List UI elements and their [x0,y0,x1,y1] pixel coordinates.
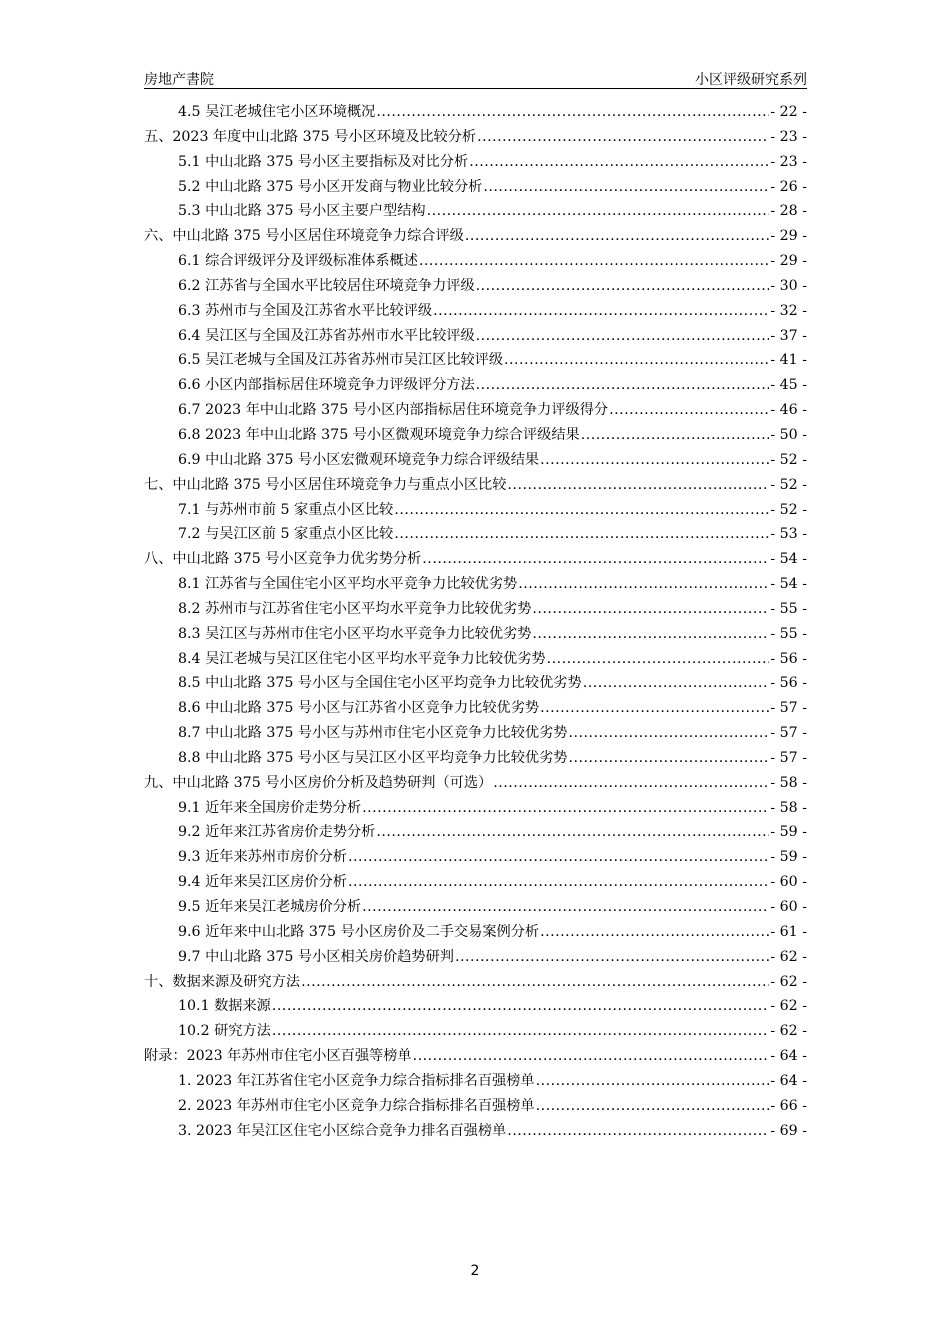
toc-entry-title: 4.5 吴江老城住宅小区环境概况 [178,104,376,120]
toc-entry[interactable] [144,572,807,597]
toc-entry-title: 8.7 中山北路 375 号小区与苏州市住宅小区竞争力比较优劣势 [178,725,568,742]
toc-leader-dots [583,671,770,696]
toc-entry-page: - 69 - [770,1122,807,1139]
toc-leader-dots [394,522,769,547]
toc-entry-title: 9.7 中山北路 375 号小区相关房价趋势研判 [178,948,454,965]
toc-entry-page: - 54 - [770,551,807,568]
toc-entry-title: 5.1 中山北路 375 号小区主要指标及对比分析 [178,153,469,170]
page-header [144,68,807,89]
toc-entry[interactable] [144,175,807,200]
toc-entry-title: 9.5 近年来吴江老城房价分析 [178,899,362,915]
toc-leader-dots [518,572,769,597]
toc-entry-page: - 64 - [770,1048,807,1065]
toc-entry-page: - 64 - [770,1072,807,1089]
toc-entry[interactable] [144,274,807,299]
toc-leader-dots [394,498,769,523]
toc-entry-title: 8.1 江苏省与全国住宅小区平均水平竞争力比较优劣势 [178,576,518,593]
toc-entry[interactable] [144,373,807,398]
toc-entry-title: 8.3 吴江区与苏州市住宅小区平均水平竞争力比较优劣势 [178,625,532,642]
toc-leader-dots [301,970,769,995]
toc-leader-dots [547,647,770,672]
toc-entry[interactable] [144,970,807,995]
toc-leader-dots [362,796,769,821]
toc-entry-page: - 37 - [770,327,807,344]
toc-entry-title: 6.9 中山北路 375 号小区宏微观环境竞争力综合评级结果 [178,451,540,468]
toc-entry[interactable] [144,150,807,175]
toc-leader-dots [476,324,770,349]
toc-leader-dots [569,746,770,771]
toc-entry[interactable] [144,224,807,249]
toc-entry-title: 6.4 吴江区与全国及江苏省苏州市水平比较评级 [178,327,475,344]
toc-entry-page: - 62 - [770,948,807,965]
toc-entry-page: - 59 - [770,824,807,841]
toc-entry-title: 6.7 2023 年中山北路 375 号小区内部指标居住环境竞争力评级得分 [178,402,609,419]
toc-entry-title: 8.5 中山北路 375 号小区与全国住宅小区平均竞争力比较优劣势 [178,675,582,692]
toc-entry-page: - 60 - [770,874,807,891]
toc-entry[interactable] [144,647,807,672]
toc-entry-title: 3. 2023 年吴江区住宅小区综合竞争力排名百强榜单 [178,1122,507,1139]
toc-entry[interactable] [144,746,807,771]
toc-entry[interactable] [144,1044,807,1069]
toc-entry-title: 6.1 综合评级评分及评级标准体系概述 [178,253,418,270]
toc-entry-title: 9.3 近年来苏州市房价分析 [178,849,347,866]
toc-entry-page: - 56 - [770,675,807,692]
toc-entry-page: - 52 - [770,476,807,493]
toc-entry-page: - 23 - [770,153,807,170]
toc-entry[interactable] [144,671,807,696]
toc-entry-title: 1. 2023 年江苏省住宅小区竞争力综合指标排名百强榜单 [178,1072,535,1089]
toc-entry-page: - 62 - [770,973,807,990]
toc-leader-dots [476,274,770,299]
header-right-title: 小区评级研究系列 [695,72,807,88]
toc-leader-dots [540,920,769,945]
toc-leader-dots [532,622,769,647]
toc-entry-title: 9.1 近年来全国房价走势分析 [178,799,362,816]
toc-entry-page: - 45 - [770,377,807,394]
toc-entry-title: 6.2 江苏省与全国水平比较居住环境竞争力评级 [178,277,475,294]
toc-entry-page: - 53 - [770,526,807,543]
toc-entry-title: 10.2 研究方法 [178,1023,271,1040]
toc-entry-page: - 55 - [770,625,807,642]
toc-leader-dots [477,125,769,150]
toc-entry-page: - 52 - [770,501,807,518]
toc-entry[interactable] [144,473,807,498]
toc-entry-title: 10.1 数据来源 [178,998,271,1015]
toc-leader-dots [476,373,770,398]
toc-leader-dots [348,870,769,895]
toc-leader-dots [536,1069,770,1094]
toc-entry-title: 8.8 中山北路 375 号小区与吴江区小区平均竞争力比较优劣势 [178,749,568,766]
toc-entry-page: - 29 - [770,228,807,245]
toc-entry-title: 5.3 中山北路 375 号小区主要户型结构 [178,203,426,220]
toc-leader-dots [540,448,769,473]
toc-entry[interactable] [144,994,807,1019]
toc-entry[interactable] [144,920,807,945]
toc-entry-page: - 23 - [770,128,807,145]
toc-entry-title: 十、数据来源及研究方法 [144,973,301,990]
toc-entry-title: 七、中山北路 375 号小区居住环境竞争力与重点小区比较 [144,476,507,493]
toc-entry-page: - 46 - [770,402,807,419]
toc-entry-page: - 66 - [770,1097,807,1114]
toc-entry[interactable] [144,597,807,622]
toc-entry[interactable] [144,1119,807,1144]
toc-leader-dots [272,994,769,1019]
toc-entry[interactable] [144,348,807,373]
toc-leader-dots [609,398,769,423]
toc-entry-title: 5.2 中山北路 375 号小区开发商与物业比较分析 [178,178,483,195]
toc-entry[interactable] [144,796,807,821]
toc-entry[interactable] [144,398,807,423]
toc-entry-page: - 28 - [770,203,807,220]
toc-leader-dots [272,1019,769,1044]
toc-entry[interactable] [144,820,807,845]
page-number: 2 [470,1263,480,1279]
toc-entry-title: 7.2 与吴江区前 5 家重点小区比较 [178,526,394,543]
toc-entry-title: 五、2023 年度中山北路 375 号小区环境及比较分析 [144,128,477,145]
toc-entry-page: - 58 - [770,799,807,816]
toc-leader-dots [532,597,769,622]
toc-entry-title: 附录：2023 年苏州市住宅小区百强等榜单 [144,1048,412,1065]
toc-leader-dots [362,895,769,920]
toc-entry-page: - 61 - [770,923,807,940]
toc-leader-dots [507,473,769,498]
toc-entry-page: - 58 - [770,774,807,791]
toc-entry-title: 6.6 小区内部指标居住环境竞争力评级评分方法 [178,377,475,394]
toc-entry[interactable] [144,498,807,523]
toc-entry[interactable] [144,125,807,150]
toc-leader-dots [504,348,769,373]
toc-entry-page: - 30 - [770,277,807,294]
toc-entry[interactable] [144,448,807,473]
toc-entry-title: 8.4 吴江老城与吴江区住宅小区平均水平竞争力比较优劣势 [178,650,546,667]
toc-entry[interactable] [144,870,807,895]
toc-leader-dots [569,721,770,746]
toc-entry-page: - 29 - [770,253,807,270]
toc-entry-page: - 57 - [770,749,807,766]
toc-entry-page: - 26 - [770,178,807,195]
toc-leader-dots [376,100,769,125]
toc-leader-dots [422,547,769,572]
toc-entry-title: 九、中山北路 375 号小区房价分析及趋势研判（可选） [144,774,493,791]
toc-entry-title: 9.6 近年来中山北路 375 号小区房价及二手交易案例分析 [178,923,540,940]
toc-entry[interactable] [144,423,807,448]
toc-leader-dots [581,423,770,448]
toc-entry-page: - 54 - [770,576,807,593]
toc-entry[interactable] [144,199,807,224]
toc-entry-title: 9.4 近年来吴江区房价分析 [178,874,347,891]
toc-entry[interactable] [144,1069,807,1094]
toc-leader-dots [348,845,769,870]
toc-entry-page: - 41 - [770,352,807,369]
toc-entry-title: 8.6 中山北路 375 号小区与江苏省小区竞争力比较优劣势 [178,700,540,717]
toc-entry-title: 9.2 近年来江苏省房价走势分析 [178,824,376,841]
toc-leader-dots [507,1119,769,1144]
toc-leader-dots [493,771,769,796]
toc-entry-title: 八、中山北路 375 号小区竞争力优劣势分析 [144,551,422,568]
toc-entry[interactable] [144,1094,807,1119]
toc-entry-page: - 57 - [770,725,807,742]
toc-entry-title: 6.5 吴江老城与全国及江苏省苏州市吴江区比较评级 [178,352,504,369]
toc-entry-page: - 62 - [770,1023,807,1040]
toc-leader-dots [455,945,769,970]
toc-leader-dots [465,224,769,249]
toc-entry[interactable] [144,1019,807,1044]
toc-leader-dots [427,199,770,224]
toc-leader-dots [376,820,769,845]
toc-entry-page: - 62 - [770,998,807,1015]
toc-entry-page: - 60 - [770,899,807,915]
toc-leader-dots [536,1094,770,1119]
toc-entry[interactable] [144,547,807,572]
toc-entry-page: - 56 - [770,650,807,667]
toc-entry[interactable] [144,771,807,796]
toc-entry-title: 7.1 与苏州市前 5 家重点小区比较 [178,501,394,518]
toc-entry-title: 8.2 苏州市与江苏省住宅小区平均水平竞争力比较优劣势 [178,600,532,617]
toc-entry[interactable] [144,100,807,125]
toc-entry[interactable] [144,324,807,349]
toc-entry-page: - 50 - [770,426,807,443]
toc-leader-dots [483,175,769,200]
toc-entry[interactable] [144,622,807,647]
toc-entry-page: - 52 - [770,451,807,468]
toc-entry-page: - 59 - [770,849,807,866]
toc-entry[interactable] [144,721,807,746]
toc-leader-dots [433,299,769,324]
toc-leader-dots [413,1044,770,1069]
toc-leader-dots [419,249,769,274]
toc-entry[interactable] [144,895,807,920]
toc-entry-title: 2. 2023 年苏州市住宅小区竞争力综合指标排名百强榜单 [178,1097,535,1114]
toc-entry[interactable] [144,522,807,547]
toc-entry-title: 6.3 苏州市与全国及江苏省水平比较评级 [178,302,433,319]
toc-entry-page: - 22 - [770,104,807,120]
table-of-contents [144,100,807,1143]
header-left-title: 房地产書院 [144,72,214,88]
toc-entry[interactable] [144,299,807,324]
toc-entry[interactable] [144,249,807,274]
toc-leader-dots [540,696,769,721]
toc-entry-page: - 32 - [770,302,807,319]
toc-leader-dots [469,150,769,175]
toc-entry-page: - 57 - [770,700,807,717]
toc-entry-title: 6.8 2023 年中山北路 375 号小区微观环境竞争力综合评级结果 [178,426,580,443]
toc-entry[interactable] [144,696,807,721]
toc-entry-page: - 55 - [770,600,807,617]
toc-entry-title: 六、中山北路 375 号小区居住环境竞争力综合评级 [144,228,464,245]
toc-entry[interactable] [144,845,807,870]
toc-entry[interactable] [144,945,807,970]
